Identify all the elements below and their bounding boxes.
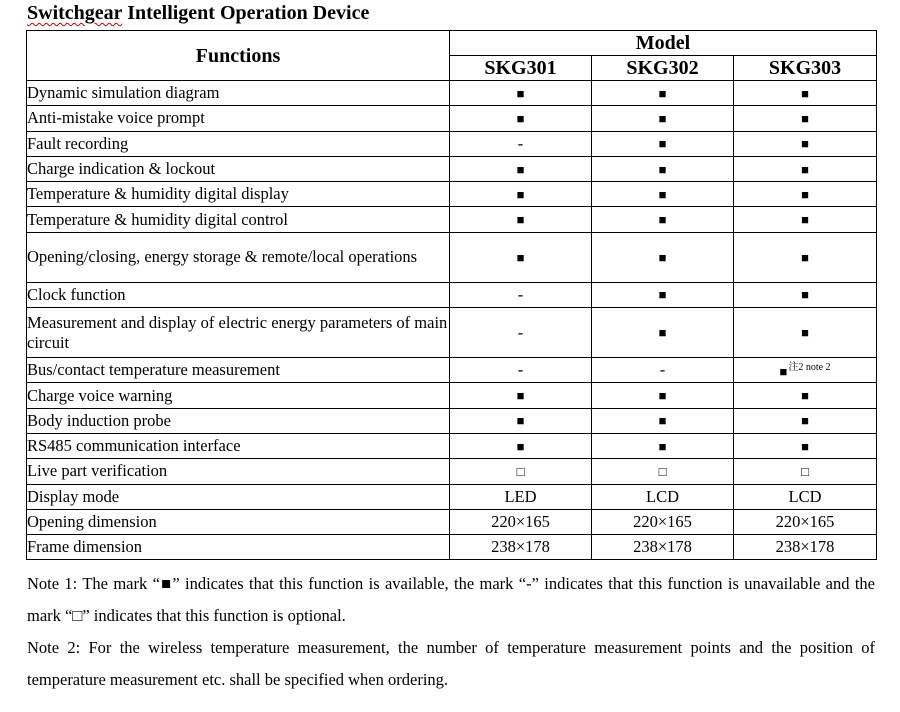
table-row [27, 156, 877, 181]
table-row [27, 131, 877, 156]
function-name: Clock function [27, 282, 450, 307]
available-mark: ■ [516, 388, 525, 404]
function-name: Charge indication & lockout [27, 156, 450, 181]
model-value-cell [734, 131, 877, 156]
available-mark: ■ [801, 325, 809, 341]
available-mark: ■ [516, 249, 525, 265]
available-mark: ■ [801, 287, 809, 303]
available-mark: ■ [658, 388, 667, 404]
model-value-cell [450, 81, 592, 106]
available-mark: ■ [516, 161, 525, 177]
table-row [27, 509, 877, 534]
available-mark: ■ [801, 161, 809, 177]
model-skg303-header: SKG303 [734, 56, 877, 81]
unavailable-mark: - [517, 284, 524, 304]
model-value-cell [734, 106, 877, 131]
document-title [27, 2, 369, 25]
value-text: 238×178 [491, 537, 550, 557]
model-value-cell [592, 131, 734, 156]
model-value-cell [734, 207, 877, 232]
model-value-cell [450, 383, 592, 408]
model-value-cell [734, 433, 877, 458]
available-mark: ■ [801, 413, 809, 429]
table-row [27, 81, 877, 106]
available-mark: ■ [801, 110, 809, 126]
model-value-cell [592, 509, 734, 534]
function-name: Opening dimension [27, 509, 450, 534]
function-name: Bus/contact temperature measurement [27, 358, 450, 383]
model-value-cell [592, 106, 734, 131]
optional-mark: □ [801, 463, 809, 479]
available-mark: ■ [658, 438, 667, 454]
function-name: Body induction probe [27, 408, 450, 433]
model-value-cell [592, 433, 734, 458]
model-value-cell [450, 308, 592, 358]
model-value-cell [734, 308, 877, 358]
model-value-cell [450, 282, 592, 307]
value-text: LCD [788, 486, 822, 506]
model-value-cell [734, 81, 877, 106]
available-mark: ■ [516, 212, 525, 228]
available-mark: ■ [658, 161, 667, 177]
title-rest: Intelligent Operation Device [127, 2, 370, 24]
table-row [27, 484, 877, 509]
table-row [27, 408, 877, 433]
function-name: Frame dimension [27, 535, 450, 560]
table-row [27, 106, 877, 131]
model-header: Model [450, 31, 877, 56]
model-value-cell [592, 232, 734, 282]
table-row [27, 358, 877, 383]
function-name: RS485 communication interface [27, 433, 450, 458]
title-word-switchgear: Switchgear [27, 2, 123, 24]
function-name: Live part verification [27, 459, 450, 484]
model-value-cell [592, 156, 734, 181]
available-mark: ■ [801, 85, 809, 101]
available-mark: ■ [801, 388, 809, 404]
table-row [27, 182, 877, 207]
available-mark: ■ [801, 136, 809, 152]
model-value-cell [592, 408, 734, 433]
available-mark: ■ [516, 438, 525, 454]
available-mark: ■ [801, 212, 809, 228]
model-value-cell [450, 535, 592, 560]
model-value-cell [450, 459, 592, 484]
table-row [27, 308, 877, 358]
model-value-cell [450, 106, 592, 131]
value-text: 220×165 [775, 512, 835, 531]
optional-mark: □ [658, 463, 667, 479]
value-text: LCD [646, 486, 679, 506]
optional-mark: □ [516, 463, 525, 479]
available-mark: ■ [658, 325, 667, 341]
value-text: 238×178 [775, 537, 835, 557]
function-name: Measurement and display of electric energy parameters of main circuit [27, 308, 450, 358]
table-row [27, 282, 877, 307]
available-mark: ■ [801, 438, 809, 454]
available-mark: ■ [516, 110, 525, 126]
value-text: 220×165 [633, 512, 692, 531]
unavailable-mark: - [517, 360, 524, 380]
value-text: 238×178 [633, 537, 692, 557]
model-value-cell [734, 156, 877, 181]
available-mark: ■ [516, 186, 525, 202]
value-text: LED [504, 486, 537, 506]
available-mark: ■ [658, 212, 667, 228]
model-value-cell [450, 207, 592, 232]
available-mark: ■ [658, 287, 667, 303]
available-mark: ■ [779, 364, 788, 380]
model-value-cell [450, 232, 592, 282]
note-1: Note 1: The mark “■” indicates that this function is available, the mark “-” indicates that this function is unavailable and the mark “□” indicates that this function is optional. [27, 574, 875, 625]
unavailable-mark: - [517, 133, 524, 153]
model-value-cell [450, 358, 592, 383]
model-value-cell [592, 535, 734, 560]
function-name: Display mode [27, 484, 450, 509]
model-value-cell [734, 484, 877, 509]
model-value-cell [450, 509, 592, 534]
function-name: Temperature & humidity digital display [27, 182, 450, 207]
model-value-cell [592, 459, 734, 484]
unavailable-mark: - [517, 322, 524, 342]
model-skg301-header: SKG301 [450, 56, 592, 81]
function-name: Charge voice warning [27, 383, 450, 408]
model-value-cell [592, 207, 734, 232]
available-mark: ■ [658, 110, 667, 126]
spec-table-body [27, 81, 877, 560]
available-mark: ■ [658, 413, 667, 429]
model-value-cell [592, 383, 734, 408]
available-mark: ■ [658, 136, 667, 152]
model-value-cell [450, 484, 592, 509]
available-mark: ■ [516, 413, 525, 429]
unavailable-mark: - [659, 360, 666, 380]
function-name: Fault recording [27, 131, 450, 156]
model-value-cell [592, 358, 734, 383]
model-value-cell [592, 282, 734, 307]
table-row [27, 535, 877, 560]
model-value-cell [592, 81, 734, 106]
notes [27, 568, 875, 696]
model-value-cell [450, 182, 592, 207]
table-row [27, 459, 877, 484]
model-value-cell [734, 408, 877, 433]
model-value-cell [592, 182, 734, 207]
model-value-cell [734, 459, 877, 484]
model-value-cell [592, 484, 734, 509]
function-name: Opening/closing, energy storage & remote/local operations [27, 232, 450, 282]
note-2-reference: 注2 note 2 [788, 362, 831, 374]
model-value-cell [734, 182, 877, 207]
available-mark: ■ [801, 249, 809, 265]
model-value-cell [734, 535, 877, 560]
available-mark: ■ [658, 186, 667, 202]
model-value-cell [592, 308, 734, 358]
table-row [27, 433, 877, 458]
available-mark: ■ [801, 186, 809, 202]
model-value-cell [450, 131, 592, 156]
value-text: 220×165 [491, 512, 550, 531]
spec-table [26, 30, 877, 560]
available-mark: ■ [658, 85, 667, 101]
available-mark: ■ [658, 249, 667, 265]
table-row [27, 383, 877, 408]
function-name: Anti-mistake voice prompt [27, 106, 450, 131]
model-value-cell [734, 282, 877, 307]
model-value-cell [734, 358, 877, 383]
model-value-cell [450, 433, 592, 458]
available-mark: ■ [516, 85, 525, 101]
model-value-cell [450, 156, 592, 181]
table-row [27, 232, 877, 282]
model-value-cell [734, 509, 877, 534]
table-row [27, 207, 877, 232]
model-value-cell [734, 383, 877, 408]
model-skg302-header: SKG302 [592, 56, 734, 81]
model-value-cell [734, 232, 877, 282]
model-value-cell [450, 408, 592, 433]
function-name: Dynamic simulation diagram [27, 81, 450, 106]
function-name: Temperature & humidity digital control [27, 207, 450, 232]
note-2: Note 2: For the wireless temperature measurement, the number of temperature measurement points and the position of temperature measurement etc. shall be specified when ordering. [27, 638, 875, 689]
functions-header: Functions [27, 31, 450, 81]
